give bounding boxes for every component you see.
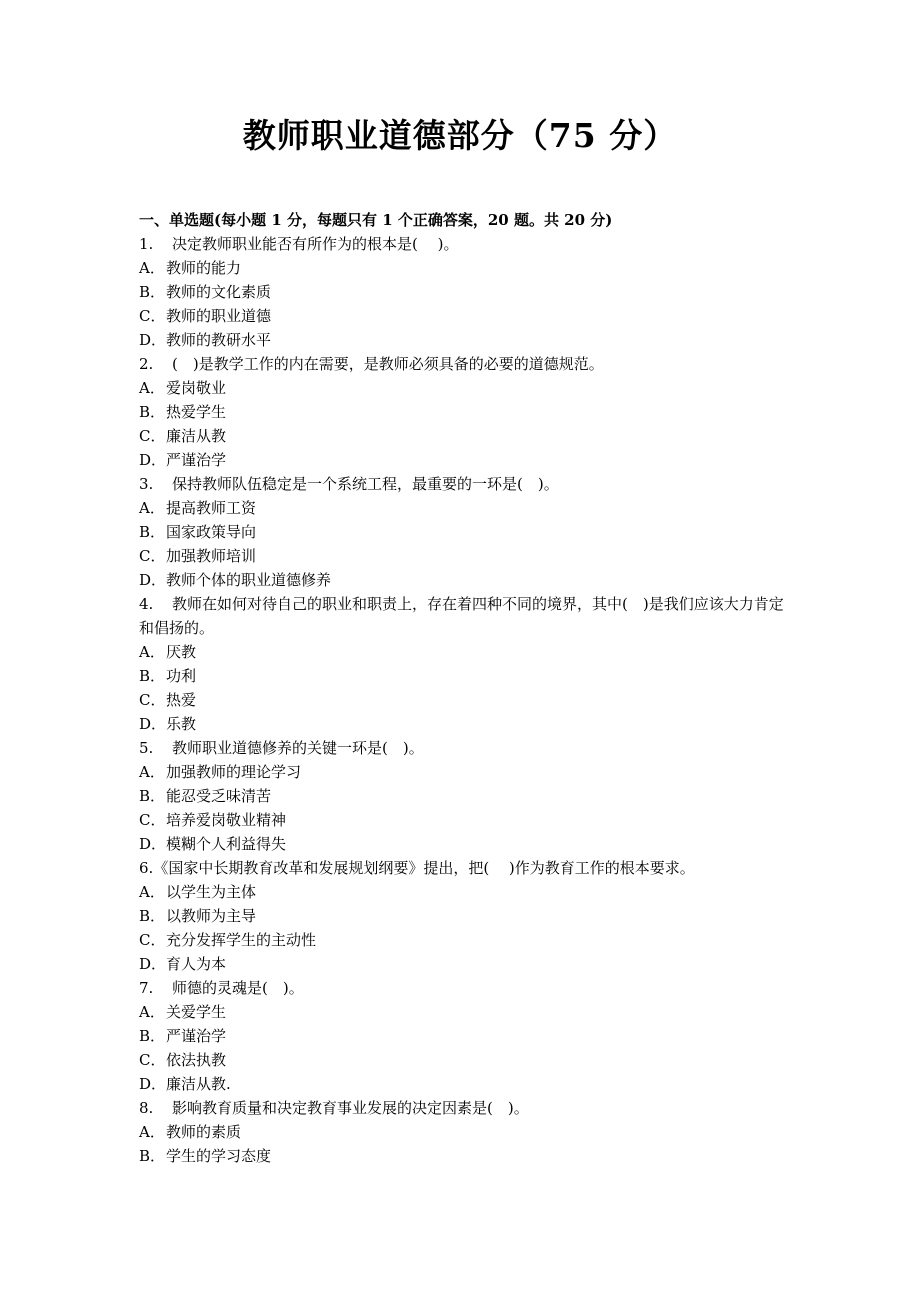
option-text: 廉洁从教.: [166, 1075, 231, 1093]
option-text: 严谨治学: [166, 1027, 227, 1045]
answer-option: [139, 952, 789, 976]
option-label: D．: [139, 715, 167, 733]
question-stem: [139, 592, 789, 640]
option-label: D．: [139, 835, 167, 853]
option-text: 廉洁从教: [166, 427, 227, 445]
answer-option: [139, 1072, 789, 1096]
option-text: 热爱学生: [166, 403, 227, 421]
option-label: A．: [139, 1123, 165, 1141]
page-title: 教师职业道德部分（75 分）: [242, 116, 678, 155]
option-label: C．: [139, 307, 166, 325]
answer-option: [139, 808, 789, 832]
option-label: D．: [139, 1075, 167, 1093]
answer-option: [139, 640, 789, 664]
option-label: B．: [139, 1147, 166, 1165]
option-text: 教师的职业道德: [166, 307, 272, 325]
option-label: B．: [139, 907, 166, 925]
option-label: B．: [139, 787, 166, 805]
question-number: 8.: [139, 1099, 154, 1117]
option-label: B．: [139, 523, 166, 541]
option-label: C．: [139, 931, 166, 949]
answer-option: [139, 376, 789, 400]
answer-option: [139, 328, 789, 352]
question-text: 保持教师队伍稳定是一个系统工程，最重要的一环是( )。: [172, 475, 559, 493]
option-text: 教师个体的职业道德修养: [166, 571, 332, 589]
option-text: 充分发挥学生的主动性: [166, 931, 317, 949]
option-label: C．: [139, 691, 166, 709]
answer-option: [139, 1000, 789, 1024]
answer-option: [139, 664, 789, 688]
option-text: 热爱: [166, 691, 197, 709]
question-number: 3.: [139, 475, 154, 493]
answer-option: [139, 304, 789, 328]
answer-option: [139, 256, 789, 280]
question-text: 教师在如何对待自己的职业和职责上，存在着四种不同的境界，其中( )是我们应该大力肯定和倡扬的。: [139, 595, 784, 637]
answer-option: [139, 1120, 789, 1144]
option-text: 爱岗敬业: [166, 379, 227, 397]
option-text: 关爱学生: [166, 1003, 227, 1021]
option-text: 乐教: [166, 715, 197, 733]
option-text: 教师的教研水平: [166, 331, 272, 349]
option-label: A．: [139, 379, 165, 397]
question-text: 《国家中长期教育改革和发展规划纲要》提出，把( )作为教育工作的根本要求。: [153, 859, 695, 877]
question-number: 1.: [139, 235, 154, 253]
answer-option: [139, 520, 789, 544]
option-label: A．: [139, 643, 165, 661]
option-label: D．: [139, 571, 167, 589]
option-text: 以学生为主体: [166, 883, 257, 901]
question-stem: [139, 1096, 789, 1120]
option-label: D．: [139, 331, 167, 349]
option-label: C．: [139, 1051, 166, 1069]
question-stem: [139, 472, 789, 496]
option-label: B．: [139, 1027, 166, 1045]
option-label: C．: [139, 547, 166, 565]
question-number: 7.: [139, 979, 154, 997]
option-label: A．: [139, 499, 165, 517]
question-stem: [139, 856, 789, 880]
option-text: 育人为本: [166, 955, 227, 973]
answer-option: [139, 496, 789, 520]
question-number: 6.: [139, 859, 154, 877]
answer-option: [139, 712, 789, 736]
answer-option: [139, 688, 789, 712]
option-label: B．: [139, 667, 166, 685]
answer-option: [139, 832, 789, 856]
answer-option: [139, 544, 789, 568]
answer-option: [139, 1048, 789, 1072]
section-heading: 一、单选题(每小题 1 分，每题只有 1 个正确答案，20 题。共 20 分): [139, 211, 613, 229]
question-number: 4.: [139, 595, 154, 613]
option-text: 加强教师的理论学习: [166, 763, 302, 781]
option-label: D．: [139, 451, 167, 469]
option-label: A．: [139, 883, 165, 901]
option-label: D．: [139, 955, 167, 973]
question-number: 5.: [139, 739, 154, 757]
question-text: ( )是教学工作的内在需要，是教师必须具备的必要的道德规范。: [172, 355, 604, 373]
question-number: 2.: [139, 355, 154, 373]
question-text: 师德的灵魂是( )。: [172, 979, 304, 997]
question-text: 教师职业道德修养的关键一环是( )。: [172, 739, 424, 757]
option-text: 加强教师培训: [166, 547, 257, 565]
option-label: B．: [139, 403, 166, 421]
option-label: A．: [139, 259, 165, 277]
question-stem: [139, 232, 789, 256]
answer-option: [139, 1144, 789, 1168]
question-stem: [139, 976, 789, 1000]
option-text: 厌教: [166, 643, 197, 661]
option-text: 学生的学习态度: [166, 1147, 272, 1165]
option-text: 培养爱岗敬业精神: [166, 811, 287, 829]
answer-option: [139, 280, 789, 304]
answer-option: [139, 880, 789, 904]
answer-option: [139, 448, 789, 472]
answer-option: [139, 568, 789, 592]
option-label: A．: [139, 763, 165, 781]
question-stem: [139, 352, 789, 376]
option-label: C．: [139, 427, 166, 445]
option-text: 教师的能力: [166, 259, 242, 277]
answer-option: [139, 760, 789, 784]
option-text: 能忍受乏味清苦: [166, 787, 272, 805]
question-stem: [139, 736, 789, 760]
option-label: A．: [139, 1003, 165, 1021]
option-label: C．: [139, 811, 166, 829]
answer-option: [139, 400, 789, 424]
option-text: 教师的素质: [166, 1123, 242, 1141]
option-text: 提高教师工资: [166, 499, 257, 517]
option-text: 教师的文化素质: [166, 283, 272, 301]
option-text: 依法执教: [166, 1051, 227, 1069]
option-text: 以教师为主导: [166, 907, 257, 925]
option-text: 模糊个人利益得失: [166, 835, 287, 853]
option-text: 严谨治学: [166, 451, 227, 469]
answer-option: [139, 928, 789, 952]
question-text: 影响教育质量和决定教育事业发展的决定因素是( )。: [172, 1099, 529, 1117]
option-text: 国家政策导向: [166, 523, 257, 541]
option-label: B．: [139, 283, 166, 301]
answer-option: [139, 1024, 789, 1048]
question-section: [139, 208, 789, 1168]
option-text: 功利: [166, 667, 197, 685]
answer-option: [139, 904, 789, 928]
question-text: 决定教师职业能否有所作为的根本是( )。: [172, 235, 459, 253]
answer-option: [139, 784, 789, 808]
answer-option: [139, 424, 789, 448]
